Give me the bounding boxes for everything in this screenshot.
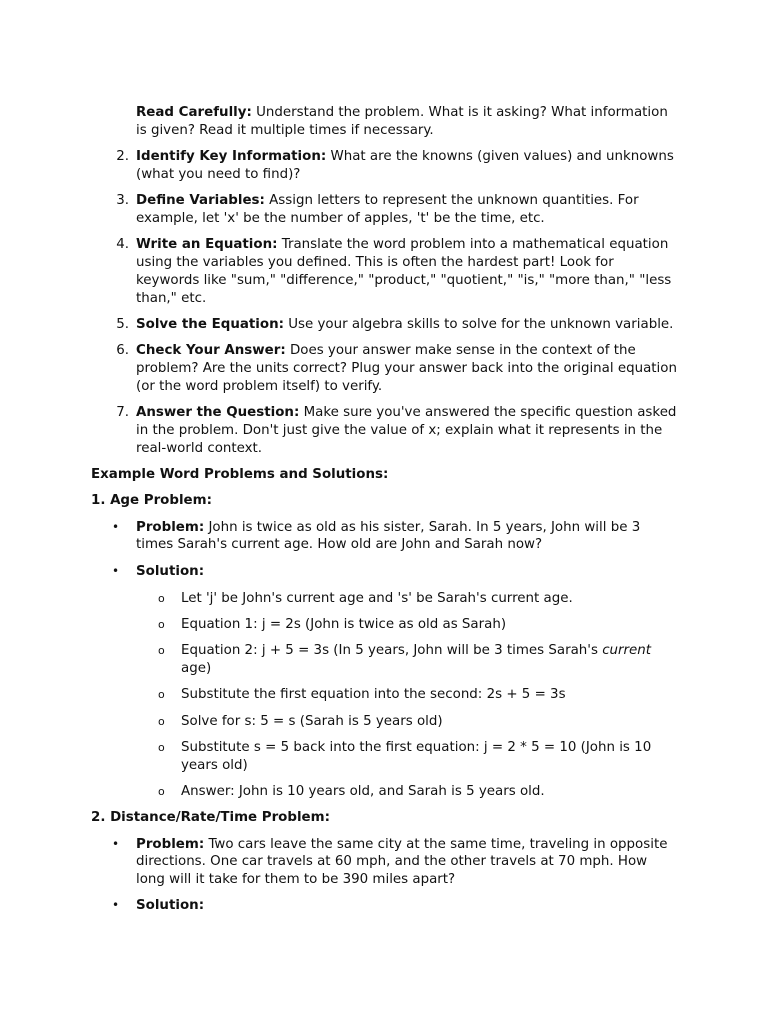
solution-label: Solution: xyxy=(136,898,205,914)
step-text: Translate the word problem into a mathematical equation using the variables you defined. This is often the hardest part! Look for keywords like "sum," "difference," "product," "quotient," "is," "more than," "less than," etc. xyxy=(136,237,672,306)
solution-step: Solve for s: 5 = s (Sarah is 5 years old) xyxy=(181,713,443,729)
circle-bullet-icon: o xyxy=(158,644,165,658)
step-label: Solve the Equation: xyxy=(136,316,284,332)
list-item xyxy=(136,590,680,608)
solution-step-emphasis: current xyxy=(602,643,652,659)
solution-step: Let 'j' be John's current age and 's' be Sarah's current age. xyxy=(181,590,573,606)
solution-label: Solution: xyxy=(136,563,205,579)
distance-problem-list xyxy=(91,836,680,916)
bullet-icon: • xyxy=(112,836,120,851)
list-item xyxy=(91,192,680,228)
list-item xyxy=(91,316,680,334)
list-item xyxy=(91,836,680,889)
list-item xyxy=(91,563,680,801)
step-number: 4. xyxy=(116,237,129,253)
step-text: Assign letters to represent the unknown quantities. For example, let 'x' be the number of apples, 't' be the time, etc. xyxy=(136,193,639,226)
problem-text: John is twice as old as his sister, Sarah. In 5 years, John will be 3 times Sarah's current age. How old are John and Sarah now? xyxy=(136,519,641,553)
list-item xyxy=(91,897,680,915)
step-number: 5. xyxy=(116,316,129,332)
step-number: 3. xyxy=(116,193,129,209)
solution-steps xyxy=(136,590,680,801)
bullet-icon: • xyxy=(112,563,120,578)
age-problem-list xyxy=(91,519,680,801)
step-label: Answer the Question: xyxy=(136,405,300,421)
problem-label: Problem: xyxy=(136,519,205,535)
step-text: Understand the problem. What is it asking? What information is given? Read it multiple times if necessary. xyxy=(136,105,668,138)
circle-bullet-icon: o xyxy=(158,714,165,728)
age-problem-heading: 1. Age Problem: xyxy=(91,493,212,509)
circle-bullet-icon: o xyxy=(158,688,165,702)
solution-step-before: Equation 2: j + 5 = 3s (In 5 years, John will be 3 times Sarah's xyxy=(181,643,603,659)
distance-problem-heading: 2. Distance/Rate/Time Problem: xyxy=(91,810,330,826)
step-text: What are the knowns (given values) and unknowns (what you need to find)? xyxy=(136,149,674,182)
step-label: Check Your Answer: xyxy=(136,343,286,359)
list-item xyxy=(136,713,680,731)
step-number: 2. xyxy=(116,149,129,165)
list-item xyxy=(136,783,680,801)
step-label: Define Variables: xyxy=(136,193,265,209)
examples-heading: Example Word Problems and Solutions: xyxy=(91,467,389,483)
solution-step: Equation 1: j = 2s (John is twice as old as Sarah) xyxy=(181,616,507,632)
problem-label: Problem: xyxy=(136,836,205,852)
list-item xyxy=(91,236,680,307)
step-text: Make sure you've answered the specific question asked in the problem. Don't just give the value of x; explain what it represents in the real-world context. xyxy=(136,405,677,456)
circle-bullet-icon: o xyxy=(158,617,165,631)
list-item xyxy=(91,519,680,555)
list-item xyxy=(136,739,680,775)
problem-text: Two cars leave the same city at the same time, traveling in opposite directions. One car travels at 60 mph, and the other travels at 70 mph. How long will it take for them to be 390 miles apart? xyxy=(136,836,668,888)
list-item xyxy=(136,616,680,634)
step-label: Read Carefully: xyxy=(136,105,252,120)
list-item xyxy=(136,686,680,704)
solution-step: Substitute the first equation into the second: 2s + 5 = 3s xyxy=(181,687,566,703)
list-item xyxy=(91,104,680,140)
solution-step-after: age) xyxy=(181,660,212,676)
circle-bullet-icon: o xyxy=(158,784,165,798)
solution-step: Substitute s = 5 back into the first equation: j = 2 * 5 = 10 (John is 10 years old) xyxy=(181,739,652,773)
list-item xyxy=(91,148,680,184)
step-label: Write an Equation: xyxy=(136,237,278,253)
step-text: Does your answer make sense in the context of the problem? Are the units correct? Plug your answer back into the original equation (or the word problem itself) to verify. xyxy=(136,343,677,394)
step-label: Identify Key Information: xyxy=(136,149,327,165)
circle-bullet-icon: o xyxy=(158,591,165,605)
list-item xyxy=(91,342,680,395)
step-number: 7. xyxy=(116,405,129,421)
bullet-icon: • xyxy=(112,519,120,534)
list-item xyxy=(136,642,680,678)
list-item xyxy=(91,404,680,457)
step-number: 6. xyxy=(116,343,129,359)
solution-step: Answer: John is 10 years old, and Sarah is 5 years old. xyxy=(181,783,545,799)
bullet-icon: • xyxy=(112,898,120,913)
step-text: Use your algebra skills to solve for the unknown variable. xyxy=(283,316,674,332)
circle-bullet-icon: o xyxy=(158,740,165,754)
problem-solving-steps xyxy=(91,104,680,458)
